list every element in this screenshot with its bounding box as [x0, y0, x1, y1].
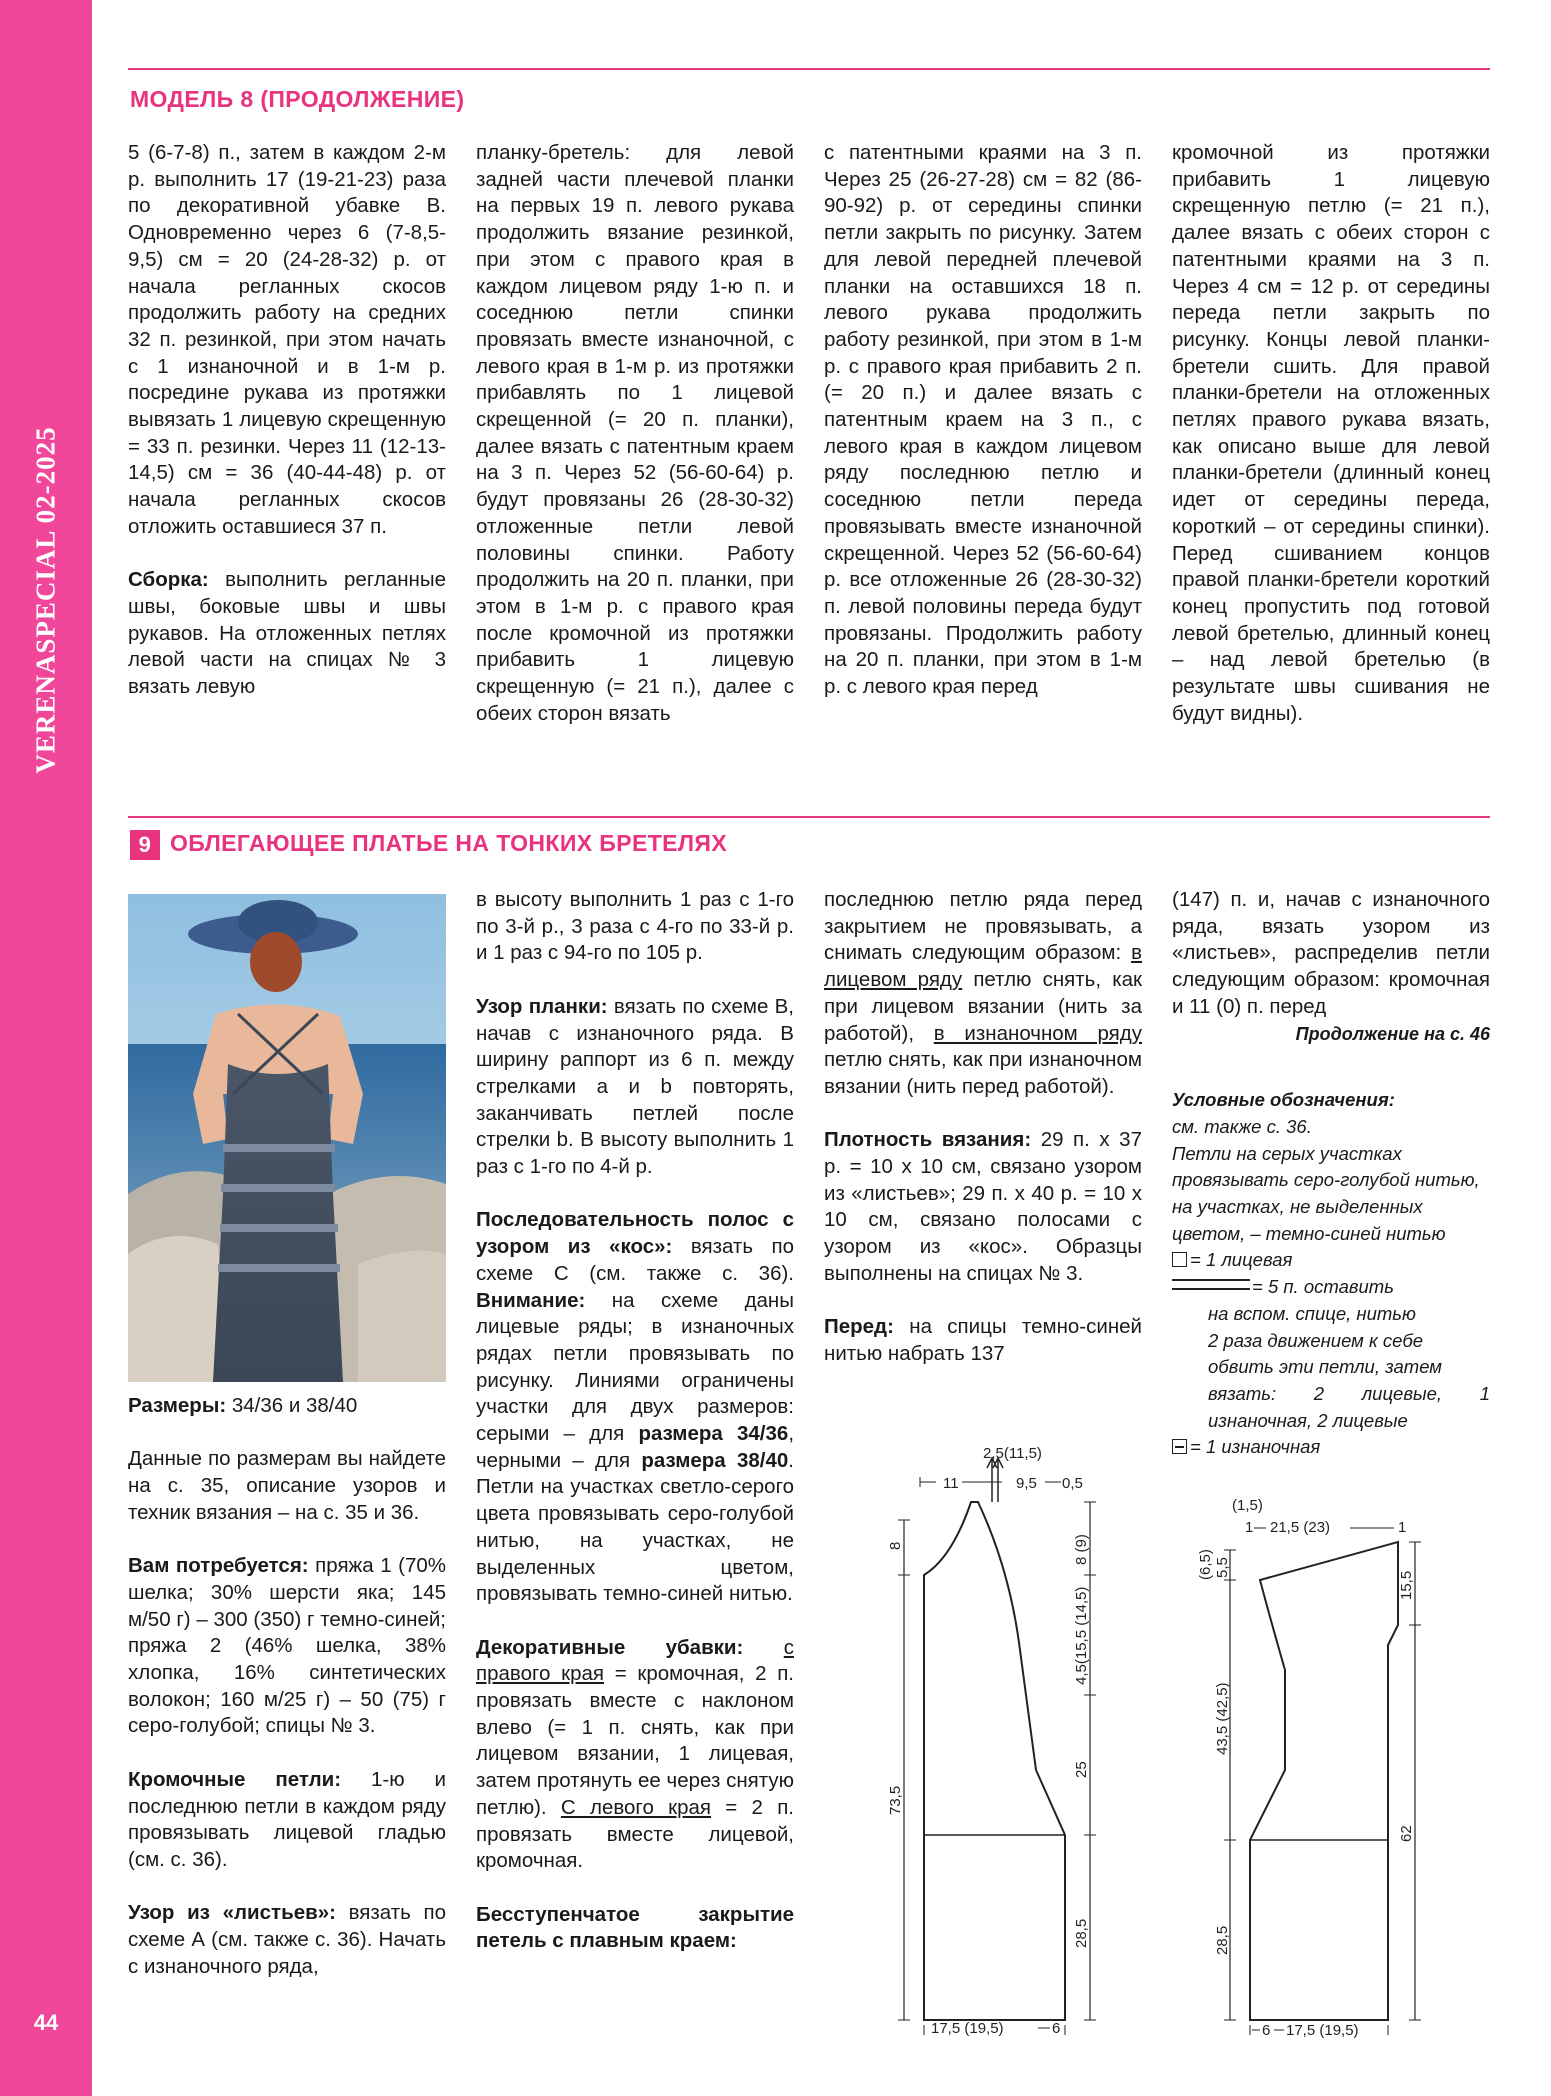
- cable-symbol-icon: [1172, 1279, 1250, 1290]
- dim-bottom-175: 17,5 (19,5): [1286, 2022, 1359, 2039]
- attention-text: на схеме даны лицевые ряды; в изнаночных рядах петли провязывать по рисунку. Линиями ограничены участки для двух размеров: серыми – для: [476, 1288, 794, 1446]
- assembly-text: выполнить регланные швы, боковые швы и швы рукавов. На отложенных петлях левой части на спицах № 3 вязать левую: [128, 568, 446, 699]
- bindoff-text: [824, 887, 1142, 1101]
- legend-purl: [1172, 1434, 1490, 1461]
- data-para: Данные по размерам вы найдете на с. 35, описание узоров и техник вязания – на с. 35 и 36.: [128, 1447, 446, 1524]
- legend-line5: на вспом. спице, нитью: [1208, 1302, 1416, 1324]
- dim-bottom-6: 6: [1262, 2022, 1271, 2039]
- density-text: 29 п. x 37 р. = 10 x 10 см, связано узором из «листьев»; 29 п. x 40 р. = 10 x 10 см, связано полосами с узором из «кос». Образцы выполнены на спицах № 3.: [824, 1128, 1142, 1285]
- sizes-heading: Размеры:: [128, 1394, 227, 1417]
- legend-line8: вязать: 2 лицевые, 1 изнаночная, 2 лицевые: [1208, 1382, 1490, 1431]
- decrease-text1: = кромочная, 2 п. провязать вместе с наклоном влево (= 1 п. снять, как при лицевом вязании, 1 лицевая, затем протянуть ее через снятую петлю).: [476, 1662, 795, 1819]
- dim-top-215: 21,5 (23): [1270, 1519, 1331, 1536]
- sidebar-band: [0, 0, 92, 2096]
- band-text: вязать по схеме В, начав с изнаночного ряда. В ширину раппорт из 6 п. между стрелками a и b повторять, заканчивать петлей после стрелки b. В высоту выполнить 1 раз с 1-го по 4-й р.: [476, 994, 794, 1179]
- dim-left-735: 73,5: [887, 1785, 904, 1815]
- decrease-left-label: С левого края: [560, 1795, 711, 1819]
- section9-col2: [476, 887, 794, 1955]
- section8-col4-text: кромочной из протяжки прибавить 1 лицевую скрещенную петлю (= 21 п.), далее вязать с обеих сторон с патентными краями на 3 п. Через 4 см = 12 р. от середины переда петли закрыть по рисунку. Концы левой планки-бретели сшить. Для правой планки-бретели на отложенных петлях правого рукава вязать, как описано выше для левой планки-бретели (длинный конец идет от середины переда, короткий – от середины спинки). Перед сшиванием концов правой планки-бретели короткий конец пропустить под готовой левой бретелью, длинный конец – над левой бретелью (в результате швы сшивания не будут видны).: [1172, 141, 1490, 725]
- edge-heading: Кромочные петли:: [128, 1767, 342, 1791]
- section8-rule: [128, 68, 1490, 70]
- sequence-text: вязать по схеме С (см. также с. 36).: [476, 1235, 794, 1285]
- density-para: [824, 1127, 1142, 1287]
- leaf-para: [128, 1900, 446, 1980]
- dim-top-15: (1,5): [1232, 1497, 1263, 1514]
- model-photo: [128, 894, 446, 1382]
- bindoff-text-c: петлю снять, как при изнаночном вязании (нить перед работой).: [824, 1048, 1142, 1098]
- sizes-para: [128, 1393, 446, 1420]
- size1-label: размера 34/36: [638, 1422, 789, 1446]
- attention-text2: , черными – для: [476, 1422, 795, 1472]
- dim-right-285: 28,5: [1073, 1918, 1090, 1948]
- section8-col1-text: 5 (6-7-8) п., затем в каждом 2-м р. выполнить 17 (19-21-23) раза по декоративной убавке В. Одновременно через 6 (7-8,5-9,5) см = 20 (24-28-32) р. от начала регланных скосов продолжить работу на средних 32 п. резинкой, при этом начать с 1 изнаночной и в 1-м р. посредине рукава из протяжки вывязать 1 лицевую скрещенную = 33 п. резинки. Через 11 (12-13-14,5) см = 36 (40-44-48) р. от начала регланных скосов отложить оставшиеся 37 п.: [128, 141, 446, 538]
- legend-line7: обвить эти петли, затем: [1208, 1356, 1442, 1378]
- dim-top: 2,5(11,5): [983, 1445, 1042, 1462]
- density-heading: Плотность вязания:: [824, 1128, 1032, 1152]
- assembly-heading: Сборка:: [128, 568, 209, 592]
- section8-col4: [1172, 140, 1490, 727]
- front-heading: Перед:: [824, 1315, 894, 1339]
- height-para: в высоту выполнить 1 раз с 1-го по 3-й р., 3 раза с 4-го по 33-й р. и 1 раз с 94-го по 105 р.: [476, 888, 794, 965]
- dim-right-62: 62: [1398, 1825, 1415, 1842]
- legend-purl-text: = 1 изнаночная: [1190, 1436, 1321, 1458]
- decrease-right-label: с правого края: [476, 1635, 794, 1686]
- back-schematic: [840, 1440, 1160, 2040]
- section8-col3-text: с патентными краями на 3 п. Через 25 (26-27-28) см = 82 (86-90-92) р. от середины спинки петли закрыть по рисунку. Затем для левой передней плечевой планки на оставшихся 18 п. левого рукава продолжить работу резинкой, при этом в 1-м р. с правого края прибавить 2 п. (= 20 п.) и далее вязать с патентным краем на 3 п., с левого края в каждом лицевом ряду последнюю петлю и соседнюю петли переда провязывать вместе изнаночной скрещенной. Через 52 (56-60-64) р. все отложенные 26 (28-30-32) п. левой половины переда будут провязаны. Продолжить работу на 20 п. планки, при этом в 1-м р. с левого края перед: [824, 141, 1142, 699]
- legend-line6: 2 раза движением к себе: [1208, 1329, 1424, 1351]
- dim-left-65: (6,5): [1197, 1549, 1214, 1580]
- attention-heading: Внимание:: [476, 1288, 586, 1312]
- bindoff-para: [476, 1902, 794, 1955]
- knit-symbol-icon: [1172, 1252, 1187, 1267]
- legend-cable: [1172, 1274, 1490, 1301]
- dim-left-8: 8: [887, 1541, 904, 1550]
- decrease-text2: = 2 п. провязать вместе лицевой, кромочная.: [476, 1795, 794, 1873]
- bindoff-text-a: последнюю петлю ряда перед закрытием не провязывать, а снимать следующим образом:: [824, 888, 1142, 965]
- materials-para: [128, 1553, 446, 1740]
- section9-col4: [1172, 887, 1490, 1461]
- decrease-para: [476, 1635, 794, 1875]
- section8-title: МОДЕЛЬ 8 (ПРОДОЛЖЕНИЕ): [130, 86, 465, 112]
- dim-right-155: 15,5: [1398, 1570, 1415, 1600]
- legend-heading: Условные обозначения:: [1172, 1089, 1395, 1111]
- section9-col3: [824, 887, 1142, 1368]
- leaf-text: вязать по схеме А (см. также с. 36). Начать с изнаночного ряда,: [128, 1901, 446, 1978]
- section8-col2-text: планку-бретель: для левой задней части плечевой планки на первых 19 п. левого рукава продолжить вязание резинкой, при этом с правого края в каждом лицевом ряду 1-ю п. и соседнюю петли спинки провязать вместе изнаночной, с левого края в 1-м р. из протяжки прибавлять по 1 лицевой скрещенной (= 20 п. планки), далее вязать с патентным краем на 3 п. Через 52 (56-60-64) р. будут провязаны 26 (28-30-32) отложенные петли левой половины спинки. Работу продолжить на 20 п. планки, при этом в 1-м р. с правого края после кромочной из протяжки прибавить 1 лицевую скрещенную (= 21 п.), далее с обеих сторон вязать: [476, 141, 794, 725]
- leaf-heading: Узор из «листьев»:: [128, 1901, 336, 1925]
- section9-number: 9: [130, 830, 160, 860]
- dim-bottom-175: 17,5 (19,5): [931, 2020, 1004, 2037]
- legend-line2: Петли на серых участках провязывать серо-голубой нитью, на участках, не выделенных цветом, – темно-синей нитью: [1172, 1142, 1480, 1244]
- front-continue: (147) п. и, начав с изнаночного ряда, вязать узором из «листьев», распределив петли следующим образом: кромочная и 11 (0) п. перед: [1172, 888, 1490, 1018]
- legend-knit-text: = 1 лицевая: [1190, 1249, 1293, 1271]
- knit-row-label: в лицевом ряду: [824, 941, 1142, 992]
- continued-note: Продолжение на с. 46: [1295, 1023, 1490, 1044]
- section9-col1: [128, 1393, 446, 1980]
- dim-top-11: 11: [943, 1475, 959, 1492]
- section9-title: [130, 830, 727, 860]
- dim-top-95: 9,5: [1016, 1475, 1037, 1492]
- legend-knit: [1172, 1247, 1490, 1274]
- section8-col1: [128, 140, 446, 701]
- section8-col2: [476, 140, 794, 727]
- front-para: [824, 1314, 1142, 1367]
- band-heading: Узор планки:: [476, 994, 608, 1018]
- purl-symbol-icon: [1172, 1439, 1187, 1454]
- edge-text: 1-ю и последнюю петли в каждом ряду провязывать лицевой гладью (см. с. 36).: [128, 1767, 446, 1871]
- front-text: на спицы темно-синей нитью набрать 137: [824, 1315, 1142, 1365]
- materials-text: пряжа 1 (70% шелка; 30% шерсти яка; 145 м/50 г) – 300 (350) г темно-синей; пряжа 2 (46% шелка, 38% хлопка, 16% синтетических волокон; 160 м/25 г) – 50 (75) г серо-голубой; спицы № 3.: [128, 1554, 446, 1738]
- dim-top-1a: 1: [1245, 1519, 1254, 1536]
- dim-right-145: 4,5(15,5 (14,5): [1073, 1586, 1090, 1685]
- dim-left-55: 5,5: [1214, 1557, 1231, 1578]
- magazine-title: VERENASPECIAL 02-2025: [30, 426, 61, 774]
- section9-title-text: ОБЛЕГАЮЩЕЕ ПЛАТЬЕ НА ТОНКИХ БРЕТЕЛЯХ: [170, 830, 728, 857]
- section8-col3: [824, 140, 1142, 701]
- section8-assembly: [128, 567, 446, 701]
- bindoff-heading: Бесступенчатое закрытие петель с плавным краем:: [476, 1902, 794, 1953]
- dim-top-1b: 1: [1398, 1519, 1407, 1536]
- front-schematic: [1170, 1490, 1490, 2040]
- attention-text3: . Петли на участках светло-серого цвета провязывать серо-голубой нитью, на участках, не выделенных цветом, провязывать темно-синей нитью.: [476, 1448, 794, 1606]
- page-number: 44: [33, 2010, 59, 2035]
- sizes-text: 34/36 и 38/40: [226, 1394, 358, 1417]
- dim-top-05: 0,5: [1062, 1475, 1083, 1492]
- dim-right-8-9: 8 (9): [1073, 1534, 1090, 1565]
- legend-cable-text: = 5 п. оставить: [1252, 1276, 1394, 1298]
- dim-bottom-6: 6: [1052, 2020, 1061, 2037]
- decrease-heading: Декоративные убавки:: [476, 1635, 744, 1659]
- sequence-para: [476, 1207, 794, 1608]
- legend-line1: см. также с. 36.: [1172, 1115, 1312, 1137]
- purl-row-label: в изнаночном ряду: [933, 1021, 1142, 1045]
- size2-label: размера 38/40: [641, 1448, 789, 1472]
- sequence-heading: Последовательность полос с узором из «кос»:: [476, 1208, 794, 1259]
- edge-para: [128, 1767, 446, 1874]
- materials-heading: Вам потребуется:: [128, 1554, 309, 1578]
- section9-rule: [128, 816, 1490, 818]
- dim-left-285: 28,5: [1214, 1925, 1231, 1955]
- dim-left-435: 43,5 (42,5): [1214, 1682, 1231, 1755]
- bindoff-text-b: петлю снять, как при лицевом вязании (нить за работой),: [824, 968, 1142, 1045]
- band-para: [476, 994, 794, 1181]
- dim-right-25: 25: [1073, 1761, 1090, 1778]
